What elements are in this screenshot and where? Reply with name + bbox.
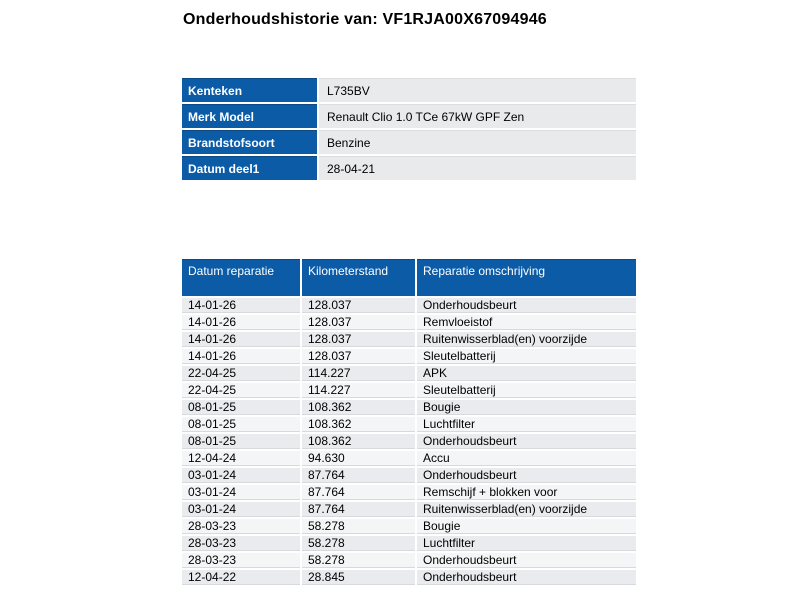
repair-date-cell: 12-04-22 xyxy=(182,570,300,585)
repair-row xyxy=(182,502,636,517)
repair-table-header-row xyxy=(182,259,636,296)
info-value-cell: L735BV xyxy=(319,78,636,102)
repair-history-table xyxy=(180,257,638,587)
repair-desc-cell: Luchtfilter xyxy=(417,536,636,551)
repair-row xyxy=(182,400,636,415)
info-label-cell: Kenteken xyxy=(182,78,317,102)
repair-date-cell: 22-04-25 xyxy=(182,366,300,381)
repair-row xyxy=(182,468,636,483)
repair-desc-cell: Bougie xyxy=(417,519,636,534)
info-row xyxy=(182,130,636,154)
repair-date-cell: 28-03-23 xyxy=(182,553,300,568)
repair-row xyxy=(182,315,636,330)
repair-desc-cell: Onderhoudsbeurt xyxy=(417,553,636,568)
repair-desc-cell: Onderhoudsbeurt xyxy=(417,570,636,585)
repair-row xyxy=(182,366,636,381)
repair-km-cell: 108.362 xyxy=(302,434,415,449)
repair-row xyxy=(182,519,636,534)
info-label-cell: Brandstofsoort xyxy=(182,130,317,154)
repair-table-body xyxy=(182,298,636,585)
repair-desc-cell: Ruitenwisserblad(en) voorzijde xyxy=(417,502,636,517)
column-header-datum-reparatie: Datum reparatie xyxy=(182,259,300,296)
repair-km-cell: 108.362 xyxy=(302,400,415,415)
column-header-reparatie-omschrijving: Reparatie omschrijving xyxy=(417,259,636,296)
repair-row xyxy=(182,451,636,466)
repair-row xyxy=(182,553,636,568)
info-value-cell: Renault Clio 1.0 TCe 67kW GPF Zen xyxy=(319,104,636,128)
repair-desc-cell: Remvloeistof xyxy=(417,315,636,330)
repair-km-cell: 114.227 xyxy=(302,383,415,398)
repair-date-cell: 22-04-25 xyxy=(182,383,300,398)
repair-km-cell: 94.630 xyxy=(302,451,415,466)
info-row xyxy=(182,104,636,128)
info-row xyxy=(182,78,636,102)
repair-row xyxy=(182,332,636,347)
repair-km-cell: 87.764 xyxy=(302,502,415,517)
repair-desc-cell: Sleutelbatterij xyxy=(417,349,636,364)
repair-row xyxy=(182,434,636,449)
repair-date-cell: 03-01-24 xyxy=(182,468,300,483)
repair-date-cell: 08-01-25 xyxy=(182,400,300,415)
page-title: Onderhoudshistorie van: VF1RJA00X67094946 xyxy=(183,11,547,28)
repair-date-cell: 14-01-26 xyxy=(182,349,300,364)
repair-desc-cell: Luchtfilter xyxy=(417,417,636,432)
repair-desc-cell: APK xyxy=(417,366,636,381)
repair-desc-cell: Ruitenwisserblad(en) voorzijde xyxy=(417,332,636,347)
repair-date-cell: 14-01-26 xyxy=(182,298,300,313)
repair-desc-cell: Remschijf + blokken voor xyxy=(417,485,636,500)
repair-km-cell: 87.764 xyxy=(302,468,415,483)
repair-km-cell: 87.764 xyxy=(302,485,415,500)
repair-km-cell: 114.227 xyxy=(302,366,415,381)
repair-km-cell: 58.278 xyxy=(302,536,415,551)
info-row xyxy=(182,156,636,180)
repair-desc-cell: Onderhoudsbeurt xyxy=(417,298,636,313)
repair-desc-cell: Accu xyxy=(417,451,636,466)
repair-km-cell: 128.037 xyxy=(302,315,415,330)
repair-km-cell: 58.278 xyxy=(302,553,415,568)
repair-desc-cell: Sleutelbatterij xyxy=(417,383,636,398)
repair-date-cell: 14-01-26 xyxy=(182,315,300,330)
repair-row xyxy=(182,485,636,500)
repair-date-cell: 08-01-25 xyxy=(182,434,300,449)
info-label-cell: Merk Model xyxy=(182,104,317,128)
repair-desc-cell: Onderhoudsbeurt xyxy=(417,434,636,449)
repair-row xyxy=(182,383,636,398)
vehicle-info-table-body xyxy=(182,78,636,180)
repair-date-cell: 03-01-24 xyxy=(182,485,300,500)
repair-row xyxy=(182,298,636,313)
repair-date-cell: 03-01-24 xyxy=(182,502,300,517)
repair-km-cell: 128.037 xyxy=(302,332,415,347)
maintenance-history-page xyxy=(180,10,638,587)
repair-row xyxy=(182,417,636,432)
repair-date-cell: 28-03-23 xyxy=(182,519,300,534)
repair-km-cell: 28.845 xyxy=(302,570,415,585)
repair-km-cell: 128.037 xyxy=(302,349,415,364)
repair-date-cell: 08-01-25 xyxy=(182,417,300,432)
repair-row xyxy=(182,570,636,585)
info-label-cell: Datum deel1 xyxy=(182,156,317,180)
info-value-cell: Benzine xyxy=(319,130,636,154)
repair-date-cell: 12-04-24 xyxy=(182,451,300,466)
repair-date-cell: 28-03-23 xyxy=(182,536,300,551)
repair-km-cell: 58.278 xyxy=(302,519,415,534)
repair-table-header xyxy=(182,259,636,296)
repair-desc-cell: Onderhoudsbeurt xyxy=(417,468,636,483)
column-header-kilometerstand: Kilometerstand xyxy=(302,259,415,296)
repair-km-cell: 108.362 xyxy=(302,417,415,432)
vehicle-info-table xyxy=(180,76,638,182)
repair-km-cell: 128.037 xyxy=(302,298,415,313)
repair-row xyxy=(182,349,636,364)
repair-date-cell: 14-01-26 xyxy=(182,332,300,347)
repair-desc-cell: Bougie xyxy=(417,400,636,415)
repair-row xyxy=(182,536,636,551)
info-value-cell: 28-04-21 xyxy=(319,156,636,180)
